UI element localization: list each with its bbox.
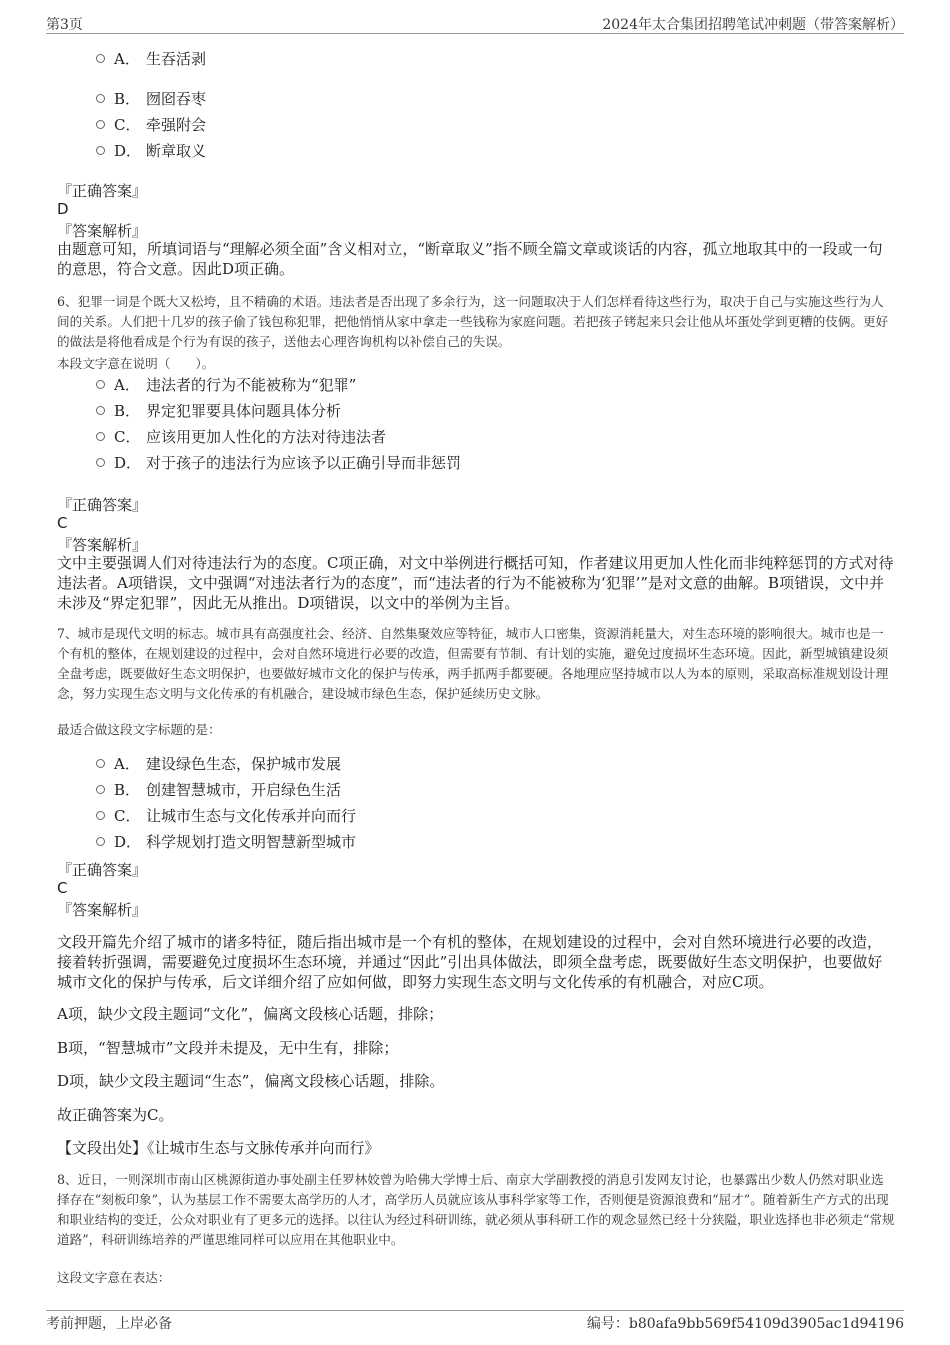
- radio-icon[interactable]: [96, 432, 105, 441]
- q6-option-b[interactable]: B． 界定犯罪要具体问题具体分析: [96, 400, 341, 420]
- q6-option-d[interactable]: D． 对于孩子的违法行为应该予以正确引导而非惩罚: [96, 452, 461, 472]
- q7-answer: C: [57, 879, 68, 897]
- document-title: 2024年太合集团招聘笔试冲刺题（带答案解析）: [602, 17, 904, 33]
- radio-icon[interactable]: [96, 146, 105, 155]
- q7-analysis-label: 『答案解析』: [57, 901, 148, 919]
- q7-note-d: D项，缺少文段主题词“生态”，偏离文段核心话题，排除。: [57, 1072, 445, 1090]
- radio-icon[interactable]: [96, 94, 105, 103]
- radio-icon[interactable]: [96, 811, 105, 820]
- q7-option-c[interactable]: C． 让城市生态与文化传承并向而行: [96, 805, 356, 825]
- footer-slogan: 考前押题，上岸必备: [46, 1316, 172, 1332]
- q7-option-d[interactable]: D． 科学规划打造文明智慧新型城市: [96, 831, 356, 851]
- q7-note-b: B项，“智慧城市”文段并未提及，无中生有，排除；: [57, 1039, 399, 1057]
- q5-analysis: 由题意可知，所填词语与“理解必须全面”含义相对立，“断章取义”指不顾全篇文章或谈话的内容，孤立地取其中的一段或一句的意思，符合文意。因此D项正确。: [57, 240, 883, 278]
- q8-stem: 8、近日，一则深圳市南山区桃源街道办事处副主任罗林姣曾为哈佛大学博士后、南京大学副教授的消息引发网友讨论，也暴露出少数人仍然对职业选择存在“刻板印象”，认为基层工作不需要太高学历的人才，高学历人员就应该从事科学家等工作，否则便是资源浪费和“屈才”。随着新生产方式的出现和职业结构的变迁，公众对职业有了更多元的选择。以往认为经过科研训练，就必须从事科研工作的观念显然已经十分狭隘，职业选择也非必须走“常规道路”，科研训练培养的严谨思维同样可以应用在其他职业中。: [57, 1172, 895, 1247]
- q7-answer-label: 『正确答案』: [57, 861, 148, 879]
- header-divider: [46, 33, 904, 34]
- q5-option-b[interactable]: B． 囫囵吞枣: [96, 88, 206, 108]
- radio-icon[interactable]: [96, 458, 105, 467]
- q7-analysis: 文段开篇先介绍了城市的诸多特征，随后指出城市是一个有机的整体，在规划建设的过程中，会对自然环境进行必要的改造，接着转折强调，需要避免过度损坏生态环境，并通过“因此”引出具体做法，即须全盘考虑，既要做好生态文明保护，也要做好城市文化的保护与传承，后文详细介绍了应如何做，即努力实现生态文明与文化传承的有机融合，对应C项。: [57, 933, 883, 991]
- radio-icon[interactable]: [96, 837, 105, 846]
- q5-option-a[interactable]: A． 生吞活剥: [96, 48, 206, 68]
- radio-icon[interactable]: [96, 120, 105, 129]
- q6-answer-label: 『正确答案』: [57, 496, 148, 514]
- radio-icon[interactable]: [96, 406, 105, 415]
- q5-analysis-label: 『答案解析』: [57, 222, 148, 240]
- radio-icon[interactable]: [96, 380, 105, 389]
- q7-prompt: 最适合做这段文字标题的是：: [57, 722, 221, 737]
- q5-option-c[interactable]: C． 牵强附会: [96, 114, 206, 134]
- q7-option-b[interactable]: B． 创建智慧城市，开启绿色生活: [96, 779, 341, 799]
- q6-analysis: 文中主要强调人们对待违法行为的态度。C项正确，对文中举例进行概括可知，作者建议用更加人性化而非纯粹惩罚的方式对待违法者。A项错误，文中强调“对违法者行为的态度”，而“违法者的行为不能被称为‘犯罪’”是对文意的曲解。B项错误，文中并未涉及“界定犯罪”，因此无从推出。D项错误，以文中的举例为主旨。: [57, 554, 894, 612]
- q7-option-a[interactable]: A． 建设绿色生态，保护城市发展: [96, 753, 341, 773]
- q6-option-a[interactable]: A． 违法者的行为不能被称为“犯罪”: [96, 374, 356, 394]
- q5-option-d[interactable]: D． 断章取义: [96, 140, 206, 160]
- q5-answer-label: 『正确答案』: [57, 182, 148, 200]
- q8-prompt: 这段文字意在表达：: [57, 1270, 171, 1285]
- q7-note-a: A项，缺少文段主题词“文化”，偏离文段核心话题，排除；: [57, 1005, 444, 1023]
- q6-option-c[interactable]: C． 应该用更加人性化的方法对待违法者: [96, 426, 386, 446]
- radio-icon[interactable]: [96, 785, 105, 794]
- footer-divider: [46, 1310, 904, 1311]
- radio-icon[interactable]: [96, 759, 105, 768]
- document-id: 编号：b80afa9bb569f54109d3905ac1d94196: [586, 1316, 904, 1332]
- q6-answer: C: [57, 514, 68, 532]
- q5-answer: D: [57, 200, 69, 218]
- q6-prompt: 本段文字意在说明（ ）。: [57, 356, 215, 371]
- q7-stem: 7、城市是现代文明的标志。城市具有高强度社会、经济、自然集聚效应等特征，城市人口密集，资源消耗量大，对生态环境的影响很大。城市也是一个有机的整体，在规划建设的过程中，会对自然环境进行必要的改造，但需要有节制、有计划的实施，避免过度损坏生态环境。因此，新型城镇建设须全盘考虑，既要做好生态文明保护，也要做好城市文化的保护与传承，两手抓两手都要硬。各地理应坚持城市以人为本的原则，采取高标准规划设计理念，努力实现生态文明与文化传承的有机融合，建设城市绿色生态，保护延续历史文脉。: [57, 626, 889, 701]
- q7-conclusion: 故正确答案为C。: [57, 1106, 174, 1124]
- page-number: 第3页: [46, 17, 83, 33]
- q7-source: 【文段出处】《让城市生态与文脉传承并向而行》: [57, 1139, 380, 1157]
- radio-icon[interactable]: [96, 54, 105, 63]
- q6-analysis-label: 『答案解析』: [57, 536, 148, 554]
- q6-stem: 6、犯罪一词是个既大又松垮，且不精确的术语。违法者是否出现了多余行为，这一问题取决于人们怎样看待这些行为，取决于自己与实施这些行为人间的关系。人们把十几岁的孩子偷了钱包称犯罪，把他悄悄从家中拿走一些钱称为家庭问题。若把孩子铐起来只会让他从坏蛋处学到更糟的伎俩。更好的做法是将他看成是个行为有误的孩子，送他去心理咨询机构以补偿自己的失误。: [57, 294, 889, 349]
